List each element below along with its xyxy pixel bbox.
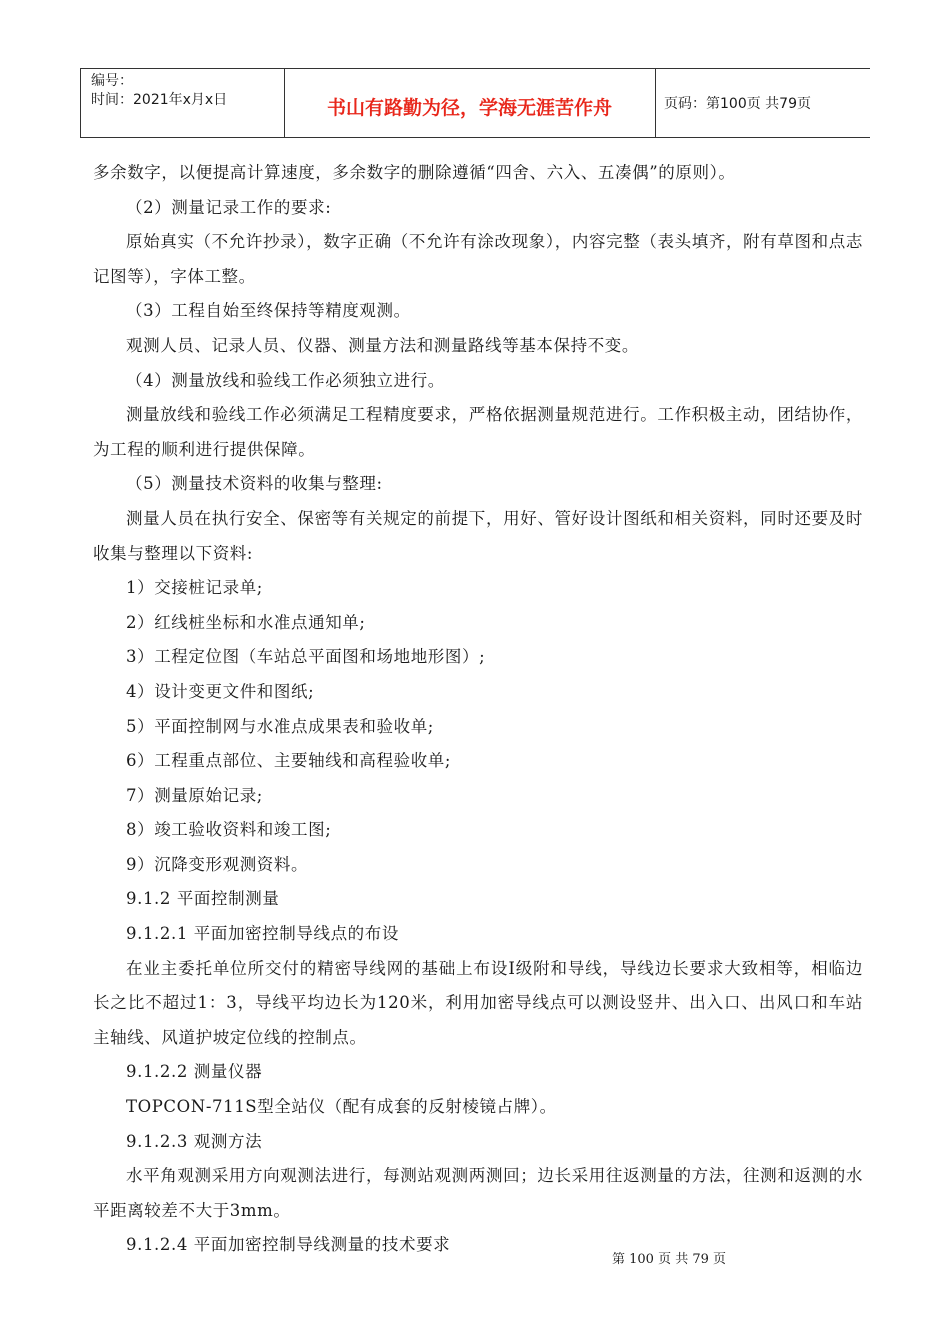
- paragraph: 9.1.2.4 平面加密控制导线测量的技术要求: [126, 1235, 451, 1255]
- paragraph: 5）平面控制网与水准点成果表和验收单;: [126, 716, 434, 736]
- paragraph: （2）测量记录工作的要求:: [126, 197, 332, 217]
- paragraph: 8）竣工验收资料和竣工图;: [126, 820, 332, 840]
- paragraph: 4）设计变更文件和图纸;: [126, 681, 315, 701]
- paragraph: 9.1.2.2 测量仪器: [126, 1062, 263, 1082]
- page-code: 页码：第100页 共79页: [664, 96, 811, 112]
- paragraph: （3）工程自始至终保持等精度观测。: [126, 301, 411, 321]
- paragraph: 9.1.2.1 平面加密控制导线点的布设: [126, 924, 399, 944]
- paragraph: 1）交接桩记录单;: [126, 578, 263, 598]
- paragraph: 测量人员在执行安全、保密等有关规定的前提下，用好、管好设计图纸和相关资料，同时还要及时收集与整理以下资料:: [93, 508, 863, 563]
- page-footer: 第 100 页 共 79 页: [612, 1252, 727, 1267]
- header-motto-cell: [284, 69, 656, 137]
- header-info-cell: [80, 69, 285, 137]
- header-page-cell: [656, 69, 870, 137]
- number-label: 编号：: [91, 73, 133, 89]
- paragraph: TOPCON-711S型全站仪（配有成套的反射棱镜占牌）。: [126, 1097, 557, 1117]
- paragraph: 3）工程定位图（车站总平面图和场地地形图）;: [126, 647, 486, 667]
- paragraph: 9）沉降变形观测资料。: [126, 854, 309, 874]
- paragraph: 多余数字，以便提高计算速度，多余数字的删除遵循“四舍、六入、五凑偶”的原则）。: [93, 163, 736, 182]
- paragraph: 9.1.2.3 观测方法: [126, 1131, 263, 1151]
- motto-text: 书山有路勤为径，学海无涯苦作舟: [326, 97, 612, 119]
- paragraph: 观测人员、记录人员、仪器、测量方法和测量路线等基本保持不变。: [126, 335, 639, 355]
- paragraph: （4）测量放线和验线工作必须独立进行。: [126, 370, 445, 390]
- paragraph: 测量放线和验线工作必须满足工程精度要求，严格依据测量规范进行。工作积极主动，团结协作，为工程的顺利进行提供保障。: [93, 405, 863, 459]
- date-label: 时间：2021年x月x日: [91, 92, 228, 108]
- paragraph: 水平角观测采用方向观测法进行，每测站观测两测回；边长采用往返测量的方法，往测和返测的水平距离较差不大于3mm。: [93, 1166, 863, 1220]
- paragraph: （5）测量技术资料的收集与整理:: [126, 474, 383, 494]
- paragraph: 在业主委托单位所交付的精密导线网的基础上布设Ⅰ级附和导线，导线边长要求大致相等，相临边长之比不超过1：3，导线平均边长为120米，利用加密导线点可以测设竖井、出入口、出风口和车站主轴线、风道护坡定位线的控制点。: [93, 958, 863, 1047]
- paragraph: 9.1.2 平面控制测量: [126, 889, 280, 909]
- paragraph: 原始真实（不允许抄录），数字正确（不允许有涂改现象），内容完整（表头填齐，附有草图和点志记图等），字体工整。: [93, 232, 863, 286]
- paragraph: 7）测量原始记录;: [126, 785, 263, 805]
- page-header: [80, 68, 870, 138]
- document-body: [93, 156, 863, 1263]
- paragraph: 6）工程重点部位、主要轴线和高程验收单;: [126, 751, 452, 771]
- paragraph: 2）红线桩坐标和水准点通知单;: [126, 612, 366, 632]
